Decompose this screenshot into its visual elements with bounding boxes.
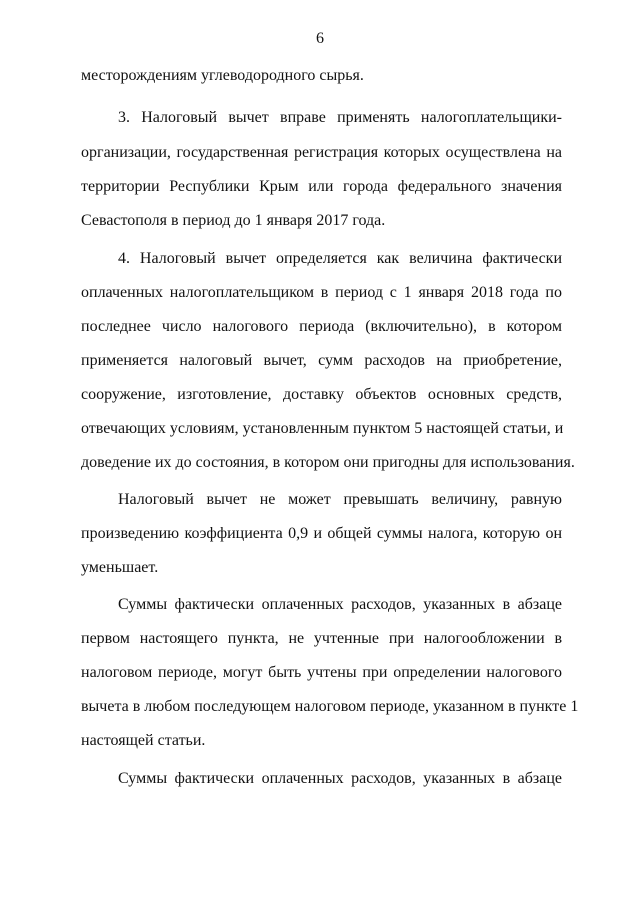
text-line: организации, государственная регистрация которых осуществлена на bbox=[81, 144, 562, 161]
page-number: 6 bbox=[316, 30, 324, 47]
text-line: отвечающих условиям, установленным пунктом 5 настоящей статьи, и bbox=[81, 420, 564, 437]
text-line: уменьшает. bbox=[81, 559, 159, 576]
text-line: вычета в любом последующем налоговом периоде, указанном в пункте 1 bbox=[81, 698, 579, 715]
text-line: 4. Налоговый вычет определяется как величина фактически bbox=[118, 250, 562, 267]
text-line: оплаченных налогоплательщиком в период с 1 января 2018 года по bbox=[81, 284, 562, 301]
text-line: территории Республики Крым или города федерального значения bbox=[81, 178, 562, 195]
text-line: месторождениям углеводородного сырья. bbox=[81, 67, 364, 84]
text-line: сооружение, изготовление, доставку объектов основных средств, bbox=[81, 386, 562, 403]
text-line: 3. Налоговый вычет вправе применять налогоплательщики- bbox=[118, 109, 562, 126]
text-line: Севастополя в период до 1 января 2017 года. bbox=[81, 212, 386, 229]
text-line: последнее число налогового периода (включительно), в котором bbox=[81, 318, 562, 335]
text-line: Налоговый вычет не может превышать величину, равную bbox=[118, 491, 562, 508]
text-line: налоговом периоде, могут быть учтены при определении налогового bbox=[81, 664, 562, 681]
text-line: доведение их до состояния, в котором они пригодны для использования. bbox=[81, 454, 575, 471]
text-line: Суммы фактически оплаченных расходов, указанных в абзаце bbox=[118, 770, 562, 787]
text-line: произведению коэффициента 0,9 и общей суммы налога, которую он bbox=[81, 525, 562, 542]
text-line: первом настоящего пункта, не учтенные при налогообложении в bbox=[81, 630, 562, 647]
text-line: Суммы фактически оплаченных расходов, указанных в абзаце bbox=[118, 596, 562, 613]
text-line: настоящей статьи. bbox=[81, 732, 206, 749]
text-line: применяется налоговый вычет, сумм расходов на приобретение, bbox=[81, 352, 562, 369]
